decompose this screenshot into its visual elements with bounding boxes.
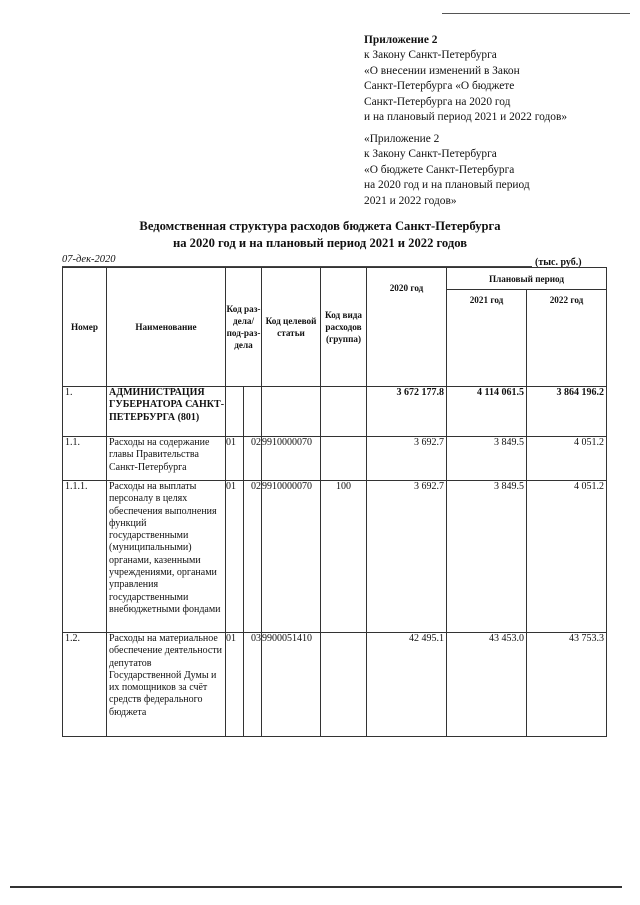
row-number: 1.1.1. bbox=[63, 481, 107, 633]
appendix-line: Санкт-Петербурга на 2020 год bbox=[364, 95, 511, 108]
document-title bbox=[0, 218, 640, 252]
document-date: 07-дек-2020 bbox=[62, 254, 116, 265]
row-section: 01 bbox=[226, 437, 244, 481]
title-line: на 2020 год и на плановый период 2021 и 2022 годов bbox=[172, 236, 468, 250]
row-type-code bbox=[321, 633, 367, 737]
row-value-2022: 43 753.3 bbox=[527, 633, 607, 737]
row-value-2021: 4 114 061.5 bbox=[447, 387, 527, 437]
row-value-2021: 43 453.0 bbox=[447, 633, 527, 737]
row-value-2022: 4 051.2 bbox=[527, 437, 607, 481]
row-section: 01 bbox=[226, 481, 244, 633]
row-subsection: 03 bbox=[244, 633, 262, 737]
header-section-code: Код раз-дела/ под-раз-дела bbox=[226, 268, 262, 387]
row-value-2022: 3 864 196.2 bbox=[527, 387, 607, 437]
row-target-code: 9900051410 bbox=[262, 633, 321, 737]
row-number: 1.2. bbox=[63, 633, 107, 737]
appendix-original-law bbox=[364, 132, 530, 209]
table-row bbox=[63, 481, 607, 633]
row-value-2020: 3 672 177.8 bbox=[367, 387, 447, 437]
row-name: Расходы на выплаты персоналу в целях обеспечения выполнения функций государственными (муниципальными) органами, казенными учреждениями, органами управления государственными внебюджетными фондами bbox=[107, 481, 226, 633]
row-number: 1.1. bbox=[63, 437, 107, 481]
row-value-2021: 3 849.5 bbox=[447, 437, 527, 481]
table-row bbox=[63, 387, 607, 437]
appendix-line: «О бюджете Санкт-Петербурга bbox=[364, 163, 515, 176]
row-target-code: 9910000070 bbox=[262, 481, 321, 633]
row-subsection: 02 bbox=[244, 437, 262, 481]
header-year-2021: 2021 год bbox=[447, 290, 527, 387]
appendix-line: Санкт-Петербурга «О бюджете bbox=[364, 80, 515, 93]
appendix-law-amendment bbox=[364, 33, 567, 125]
row-value-2020: 42 495.1 bbox=[367, 633, 447, 737]
table-row bbox=[63, 633, 607, 737]
top-rule bbox=[442, 13, 630, 14]
row-type-code: 100 bbox=[321, 481, 367, 633]
units-label: (тыс. руб.) bbox=[535, 257, 582, 268]
title-line: Ведомственная структура расходов бюджета Санкт-Петербурга bbox=[139, 219, 501, 233]
row-name: АДМИНИСТРАЦИЯ ГУБЕРНАТОРА САНКТ-ПЕТЕРБУРГА (801) bbox=[107, 387, 226, 437]
appendix-line: «Приложение 2 bbox=[364, 133, 440, 145]
row-section bbox=[226, 387, 244, 437]
row-value-2021: 3 849.5 bbox=[447, 481, 527, 633]
header-number: Номер bbox=[63, 268, 107, 387]
table-row bbox=[63, 437, 607, 481]
row-type-code bbox=[321, 437, 367, 481]
row-section: 01 bbox=[226, 633, 244, 737]
row-name: Расходы на материальное обеспечение деятельности депутатов Государственной Думы и их помощников за счёт средств федерального бюджета bbox=[107, 633, 226, 737]
row-subsection bbox=[244, 387, 262, 437]
appendix-line: 2021 и 2022 годов» bbox=[364, 194, 457, 207]
appendix-heading: Приложение 2 bbox=[364, 34, 438, 46]
row-type-code bbox=[321, 387, 367, 437]
row-target-code bbox=[262, 387, 321, 437]
header-target-code: Код целевой статьи bbox=[262, 268, 321, 387]
header-year-2020: 2020 год bbox=[367, 268, 447, 387]
budget-table bbox=[62, 267, 607, 737]
appendix-line: к Закону Санкт-Петербурга bbox=[364, 49, 497, 62]
row-value-2020: 3 692.7 bbox=[367, 481, 447, 633]
header-planned-period: Плановый период bbox=[447, 268, 607, 290]
row-value-2020: 3 692.7 bbox=[367, 437, 447, 481]
appendix-line: «О внесении изменений в Закон bbox=[364, 64, 520, 77]
row-value-2022: 4 051.2 bbox=[527, 481, 607, 633]
header-year-2022: 2022 год bbox=[527, 290, 607, 387]
appendix-line: на 2020 год и на плановый период bbox=[364, 179, 530, 192]
bottom-rule bbox=[10, 886, 622, 888]
row-name: Расходы на содержание главы Правительства Санкт-Петербурга bbox=[107, 437, 226, 481]
row-target-code: 9910000070 bbox=[262, 437, 321, 481]
row-subsection: 02 bbox=[244, 481, 262, 633]
appendix-line: и на плановый период 2021 и 2022 годов» bbox=[364, 111, 568, 124]
header-expense-type-code: Код вида расходов (группа) bbox=[321, 268, 367, 387]
appendix-line: к Закону Санкт-Петербурга bbox=[364, 148, 497, 161]
row-number: 1. bbox=[63, 387, 107, 437]
header-name: Наименование bbox=[107, 268, 226, 387]
